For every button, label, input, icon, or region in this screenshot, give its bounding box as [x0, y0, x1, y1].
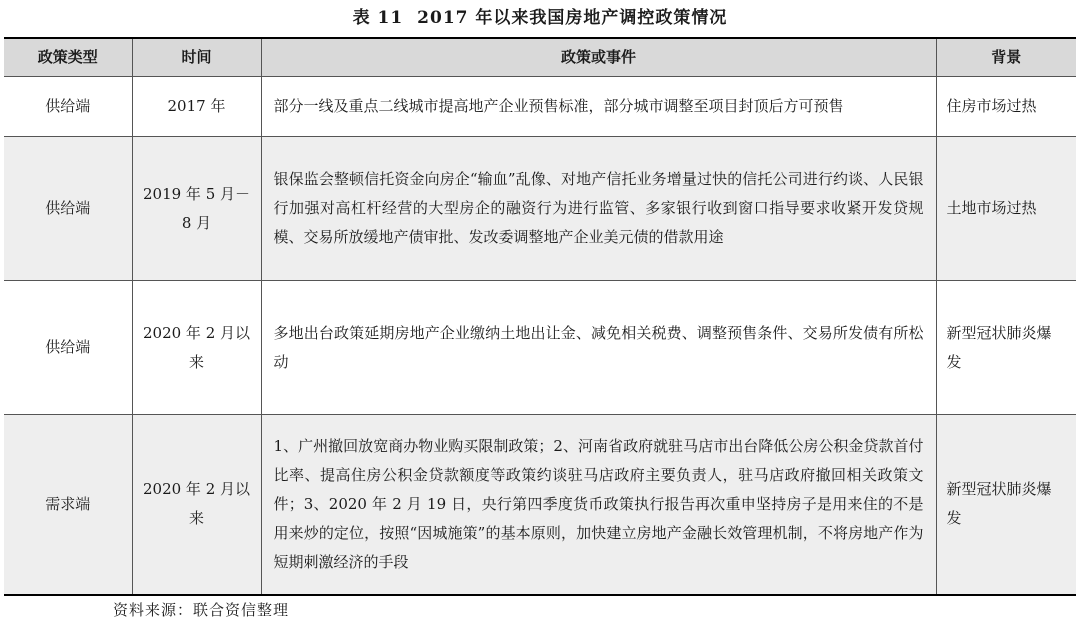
- cell-time: 2020 年 2 月以来: [132, 415, 261, 595]
- policy-table: [4, 37, 1076, 596]
- table-caption: [0, 4, 1080, 32]
- source-note: 资料来源：联合资信整理: [113, 601, 290, 619]
- header-row: [4, 38, 1076, 77]
- cell-policy-type: 供给端: [4, 77, 132, 137]
- cell-background: 住房市场过热: [936, 77, 1076, 137]
- cell-time: 2017 年: [132, 77, 261, 137]
- table-row: [4, 281, 1076, 415]
- cell-policy-type: 供给端: [4, 281, 132, 415]
- cell-time: 2019 年 5 月－8 月: [132, 137, 261, 281]
- cell-background: 新型冠状肺炎爆发: [936, 281, 1076, 415]
- cell-policy-event: 部分一线及重点二线城市提高地产企业预售标准，部分城市调整至项目封顶后方可预售: [261, 77, 936, 137]
- cell-time: 2020 年 2 月以来: [132, 281, 261, 415]
- header-policy-type: 政策类型: [4, 38, 132, 77]
- table-row: [4, 137, 1076, 281]
- header-policy-event: 政策或事件: [261, 38, 936, 77]
- cell-policy-event: 银保监会整顿信托资金向房企“输血”乱像、对地产信托业务增量过快的信托公司进行约谈、人民银行加强对高杠杆经营的大型房企的融资行为进行监管、多家银行收到窗口指导要求收紧开发贷规模、交易所放缓地产债审批、发改委调整地产企业美元债的借款用途: [261, 137, 936, 281]
- header-background: 背景: [936, 38, 1076, 77]
- cell-policy-event: 多地出台政策延期房地产企业缴纳土地出让金、减免相关税费、调整预售条件、交易所发债有所松动: [261, 281, 936, 415]
- table-row: [4, 415, 1076, 595]
- cell-background: 新型冠状肺炎爆发: [936, 415, 1076, 595]
- table-number: 表 11: [352, 8, 404, 28]
- table-row: [4, 77, 1076, 137]
- header-time: 时间: [132, 38, 261, 77]
- cell-background: 土地市场过热: [936, 137, 1076, 281]
- cell-policy-type: 需求端: [4, 415, 132, 595]
- table-title: 2017 年以来我国房地产调控政策情况: [417, 8, 728, 28]
- cell-policy-type: 供给端: [4, 137, 132, 281]
- cell-policy-event: 1、广州撤回放宽商办物业购买限制政策；2、河南省政府就驻马店市出台降低公房公积金贷款首付比率、提高住房公积金贷款额度等政策约谈驻马店政府主要负责人，驻马店政府撤回相关政策文件；3、2020 年 2 月 19 日，央行第四季度货币政策执行报告再次重申坚持房子是用来住的不是用来炒的定位，按照“因城施策”的基本原则，加快建立房地产金融长效管理机制，不将房地产作为短期刺激经济的手段: [261, 415, 936, 595]
